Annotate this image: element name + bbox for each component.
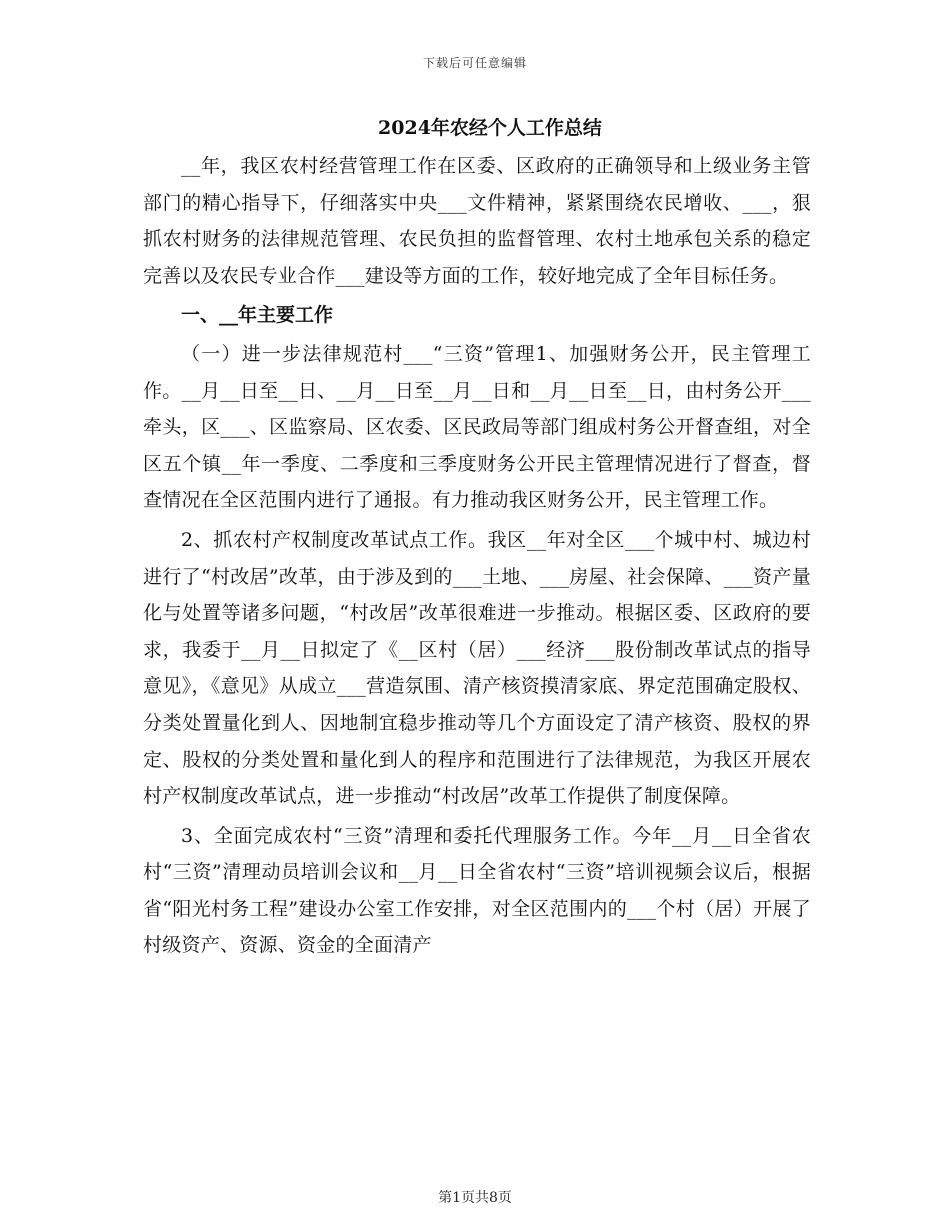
paragraph-2: 2、抓农村产权制度改革试点工作。我区__年对全区___个城中村、城边村进行了“村改居”改革，由于涉及到的___土地、___房屋、社会保障、___资产量化与处置等诸多问题，“村改居”改革很难进一步推动。根据区委、区政府的要求，我委于__月__日拟定了《__区村（居）___经济___股份制改革试点的指导意见》，《意见》从成立___营造氛围、清产核资摸清家底、界定范围确定股权、分类处置量化到人、因地制宜稳步推动等几个方面设定了清产核资、股权的界定、股权的分类处置和量化到人的程序和范围进行了法律规范，为我区开展农村产权制度改革试点，进一步推动“村改居”改革工作提供了制度保障。 <box>143 528 811 808</box>
document-body <box>143 108 811 964</box>
paragraph-3: 3、全面完成农村“三资”清理和委托代理服务工作。今年__月__日全省农村“三资”清理动员培训会议和__月__日全省农村“三资”培训视频会议后，根据省“阳光村务工程”建设办公室工作安排，对全区范围内的___个村（居）开展了村级资产、资源、资金的全面清产 <box>143 824 811 957</box>
page-number: 第1页共8页 <box>438 1190 512 1206</box>
section-heading: 一、__年主要工作 <box>181 304 334 327</box>
paragraph-1: （一）进一步法律规范村___“三资”管理1、加强财务公开，民主管理工作。__月__日至__日、__月__日至__月__日和__月__日至__日，由村务公开___牵头，区___、区监察局、区农委、区民政局等部门组成村务公开督查组，对全区五个镇__年一季度、二季度和三季度财务公开民主管理情况进行了督查，督查情况在全区范围内进行了通报。有力推动我区财务公开，民主管理工作。 <box>143 342 811 512</box>
intro-paragraph: __年，我区农村经营管理工作在区委、区政府的正确领导和上级业务主管部门的精心指导下，仔细落实中央___文件精神，紧紧围绕农民增收、___，狠抓农村财务的法律规范管理、农民负担的监督管理、农村土地承包关系的稳定完善以及农民专业合作___建设等方面的工作，较好地完成了全年目标任务。 <box>143 155 811 287</box>
document-title: 2024年农经个人工作总结 <box>378 117 602 139</box>
header-note: 下载后可任意编辑 <box>422 56 527 70</box>
